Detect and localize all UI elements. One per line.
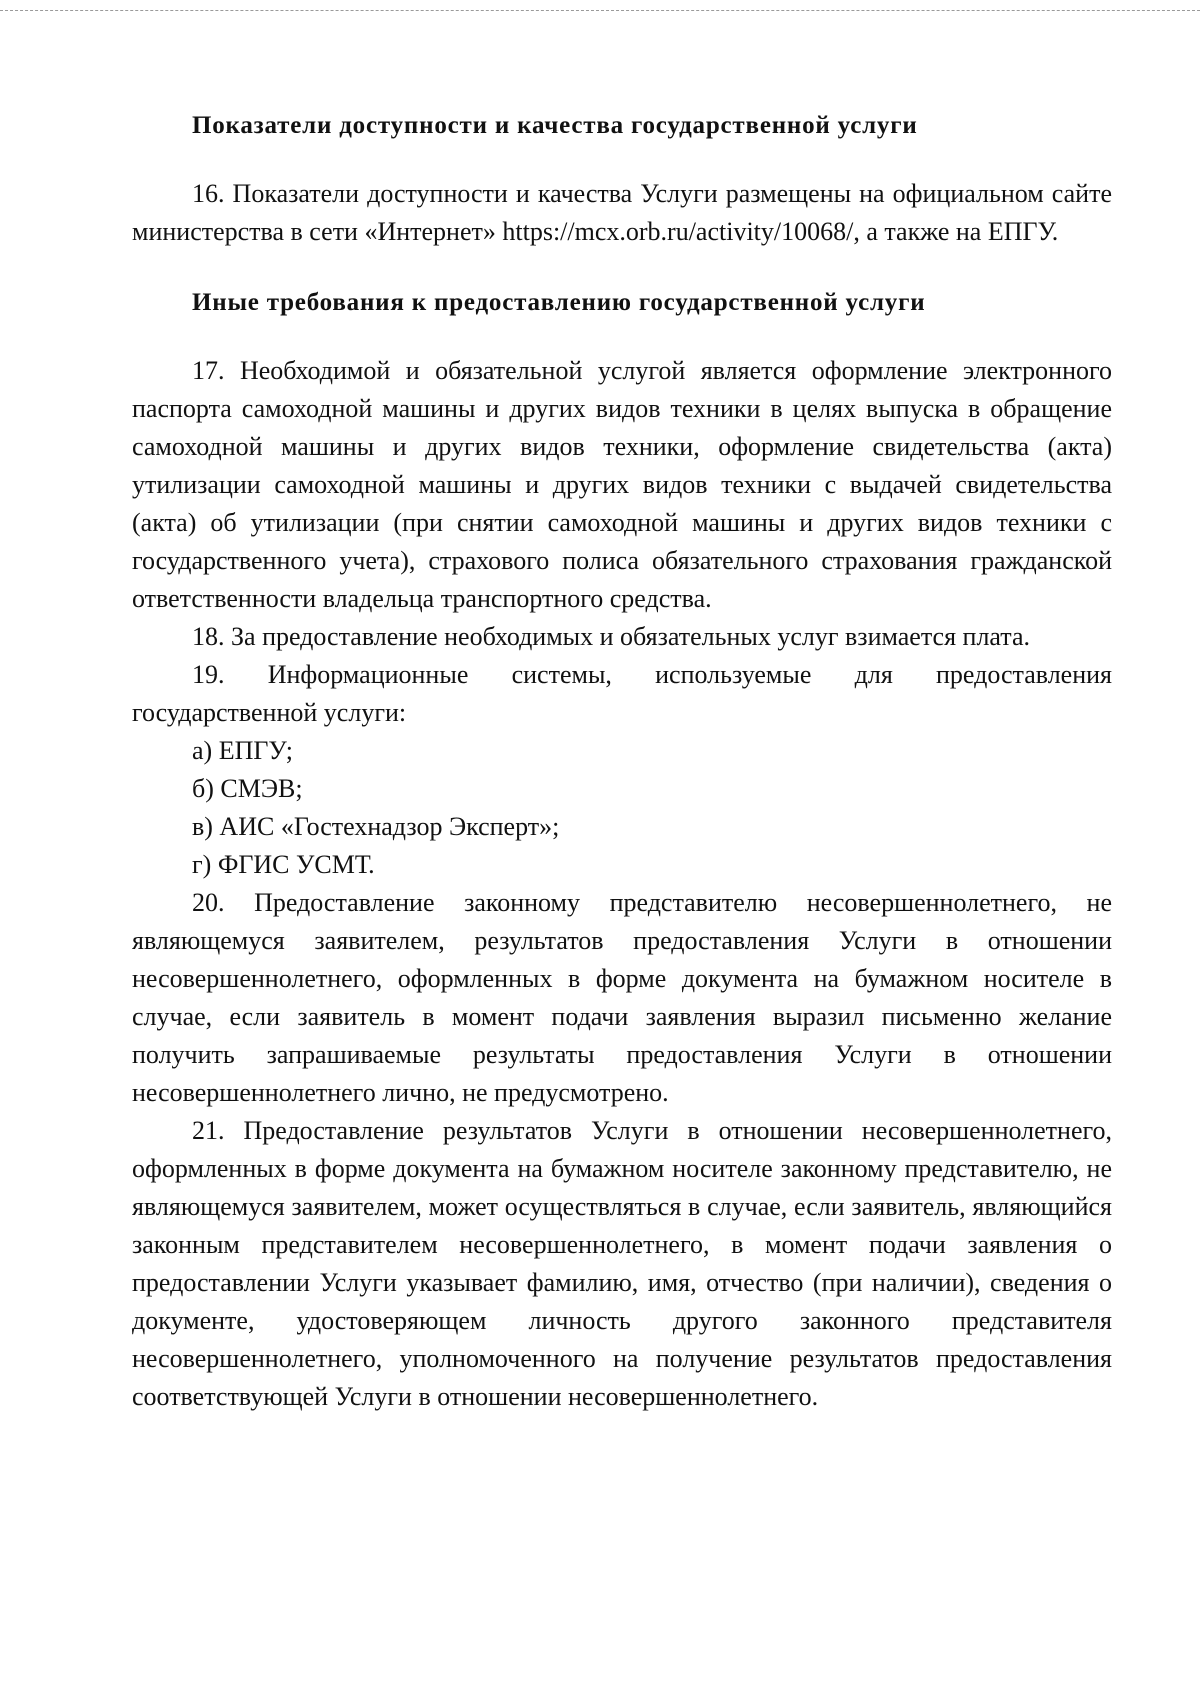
paragraph-17: 17. Необходимой и обязательной услугой является оформление электронного паспорта самоходной машины и других видов техники в целях выпуска в обращение самоходной машины и других видов техники, оформление свидетельства (акта) утилизации самоходной машины и других видов техники с выдачей свидетельства (акта) об утилизации (при снятии самоходной машины и других видов техники с государственного учета), страхового полиса обязательного страхования гражданской ответственности владельца транспортного средства.: [132, 356, 1112, 613]
paragraph-20: 20. Предоставление законному представителю несовершеннолетнего, не являющемуся заявителем, результатов предоставления Услуги в отношении несовершеннолетнего, оформленных в форме документа на бумажном носителе в случае, если заявитель в момент подачи заявления выразил письменно желание получить запрашиваемые результаты предоставления Услуги в отношении несовершеннолетнего лично, не предусмотрено.: [132, 888, 1112, 1107]
paragraph-21: 21. Предоставление результатов Услуги в отношении несовершеннолетнего, оформленных в форме документа на бумажном носителе законному представителю, не являющемуся заявителем, может осуществляться в случае, если заявитель, являющийся законным представителем несовершеннолетнего, в момент подачи заявления о предоставлении Услуги указывает фамилию, имя, отчество (при наличии), сведения о документе, удостоверяющем личность другого законного представителя несовершеннолетнего, уполномоченного на получение результатов предоставления соответствующей Услуги в отношении несовершеннолетнего.: [132, 1116, 1112, 1411]
list-item-epgu: а) ЕПГУ;: [192, 736, 294, 765]
list-item-ais: в) АИС «Гостехнадзор Эксперт»;: [192, 812, 560, 841]
paragraph-19: 19. Информационные системы, используемые для предоставления государственной услуги:: [132, 660, 1112, 727]
list-item-fgis: г) ФГИС УСМТ.: [192, 850, 375, 879]
section-heading-availability: Показатели доступности и качества государственной услуги: [192, 112, 918, 139]
document-page: [132, 108, 1112, 1416]
scan-edge-line: [0, 10, 1200, 11]
paragraph-18: 18. За предоставление необходимых и обязательных услуг взимается плата.: [192, 622, 1031, 651]
list-item-smev: б) СМЭВ;: [192, 774, 303, 803]
section-heading-other-requirements: Иные требования к предоставлению государственной услуги: [192, 289, 926, 316]
paragraph-16: 16. Показатели доступности и качества Услуги размещены на официальном сайте министерства в сети «Интернет» https://mcx.orb.ru/activity/10068/, а также на ЕПГУ.: [132, 179, 1112, 246]
